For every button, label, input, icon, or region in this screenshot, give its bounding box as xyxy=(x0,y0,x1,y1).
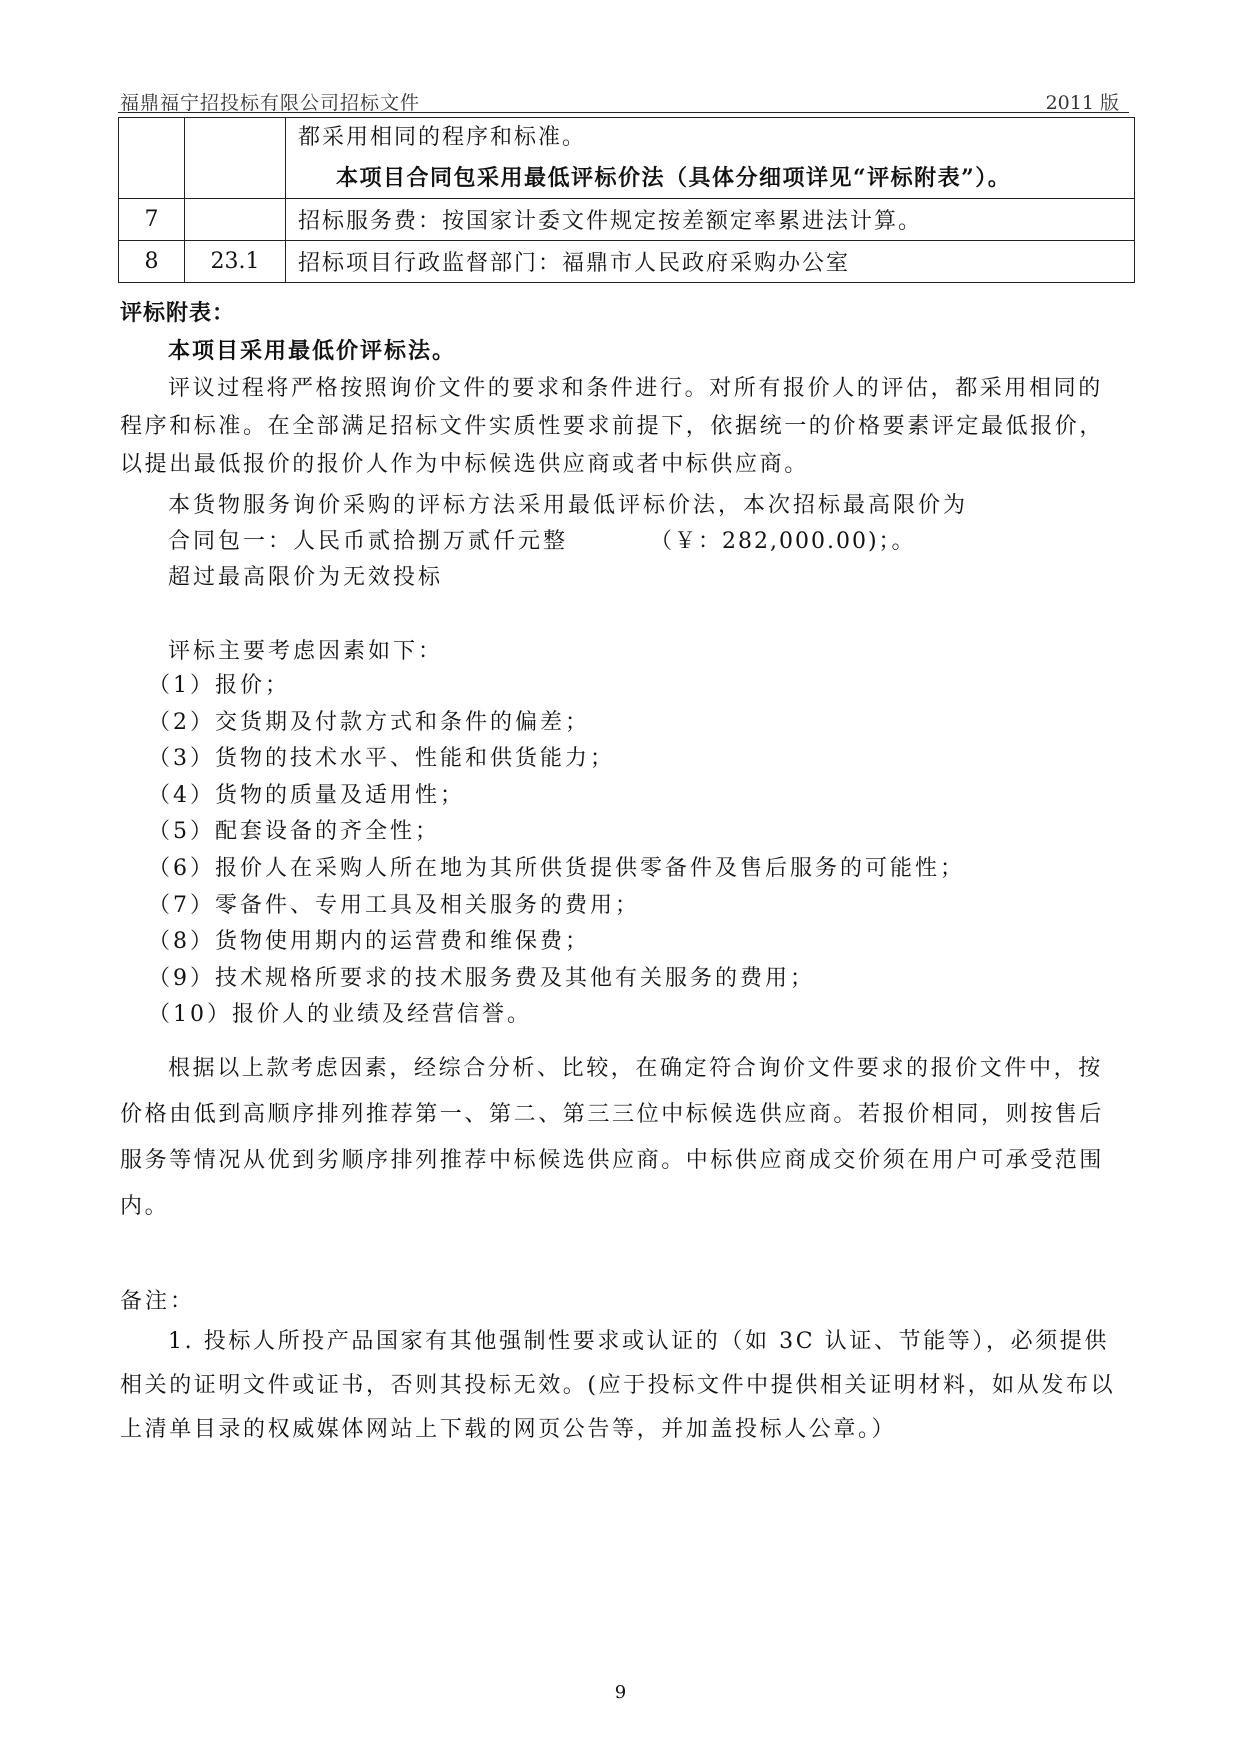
note-line: 上清单目录的权威媒体网站上下载的网页公告等，并加盖投标人公章。） xyxy=(120,1417,897,1442)
para1-line: 评议过程将严格按照询价文件的要求和条件进行。对所有报价人的评估，都采用相同的 xyxy=(168,376,1103,401)
list-item: （1）报价； xyxy=(148,673,290,698)
price-intro: 本货物服务询价采购的评标方法采用最低评标价法，本次招标最高限价为 xyxy=(168,493,969,518)
cell-content: 招标项目行政监督部门：福鼎市人民政府采购办公室 xyxy=(286,241,1135,283)
section-title: 评标附表： xyxy=(120,300,236,326)
list-item: （4）货物的质量及适用性； xyxy=(148,782,465,808)
para1-line: 程序和标准。在全部满足招标文件实质性要求前提下，依据统一的价格要素评定最低报价， xyxy=(120,414,1105,439)
list-item: （3）货物的技术水平、性能和供货能力； xyxy=(148,746,615,772)
method-title: 本项目采用最低价评标法。 xyxy=(168,338,457,364)
note-line: 1. 投标人所投产品国家有其他强制性要求或认证的（如 3C 认证、节能等），必须提供 xyxy=(168,1329,1110,1354)
table-row xyxy=(119,199,1135,241)
para2-line: 根据以上款考虑因素，经综合分析、比较，在确定符合询价文件要求的报价文件中，按 xyxy=(168,1056,1103,1081)
cell-no xyxy=(119,118,185,199)
list-item: （5）配套设备的齐全性； xyxy=(148,819,440,845)
cell-clause: 23.1 xyxy=(185,241,286,283)
header-version: 2011 版 xyxy=(1045,92,1119,114)
table-text: 都采用相同的程序和标准。 xyxy=(298,125,587,150)
para2 xyxy=(120,1046,1104,1230)
cell-no: 7 xyxy=(119,199,185,241)
over-limit-note: 超过最高限价为无效投标 xyxy=(168,565,444,590)
table-row xyxy=(119,241,1135,283)
list-item: （9）技术规格所要求的技术服务费及其他有关服务的费用； xyxy=(148,965,815,991)
table-bold-text: 本项目合同包采用最低评标价法（具体分细项详见“评标附表”）。 xyxy=(336,165,1012,191)
note-line: 相关的证明文件或证书，否则其投标无效。(应于投标文件中提供相关证明材料，如从发布以 xyxy=(120,1373,1116,1398)
factors-title: 评标主要考虑因素如下： xyxy=(168,639,444,664)
list-item: （7）零备件、专用工具及相关服务的费用； xyxy=(148,892,640,918)
note-1 xyxy=(120,1320,1115,1452)
cell-content: 招标服务费：按国家计委文件规定按差额定率累进法计算。 xyxy=(286,199,1135,241)
para2-line: 服务等情况从优到劣顺序排列推荐中标候选供应商。中标供应商成交价须在用户可承受范围 xyxy=(120,1148,1105,1173)
factors-list xyxy=(148,668,965,1034)
table-row xyxy=(119,118,1135,199)
list-item: （10）报价人的业绩及经营信誉。 xyxy=(148,1002,532,1028)
page-number: 9 xyxy=(614,1682,627,1703)
para2-line: 内。 xyxy=(120,1194,170,1219)
para1-line: 以提出最低报价的报价人作为中标候选供应商或者中标供应商。 xyxy=(120,452,809,477)
price-label: 合同包一：人民币贰拾捌万贰仟元整 xyxy=(168,529,569,554)
notes-title: 备注： xyxy=(120,1289,196,1314)
header-title: 福鼎福宁招投标有限公司招标文件 xyxy=(120,92,421,114)
page-header xyxy=(118,86,1129,113)
price-amount: （￥：282,000.00)；。 xyxy=(650,529,916,554)
cell-clause xyxy=(185,118,286,199)
para2-line: 价格由低到高顺序排列推荐第一、第二、第三三位中标候选供应商。若报价相同，则按售后 xyxy=(120,1102,1105,1127)
list-item: （2）交货期及付款方式和条件的偏差； xyxy=(148,709,590,735)
list-item: （8）货物使用期内的运营费和维保费； xyxy=(148,929,590,955)
data-table xyxy=(118,117,1135,283)
cell-no: 8 xyxy=(119,241,185,283)
cell-content xyxy=(286,118,1135,199)
cell-clause xyxy=(185,199,286,241)
list-item: （6）报价人在采购人所在地为其所供货提供零备件及售后服务的可能性； xyxy=(148,855,965,881)
